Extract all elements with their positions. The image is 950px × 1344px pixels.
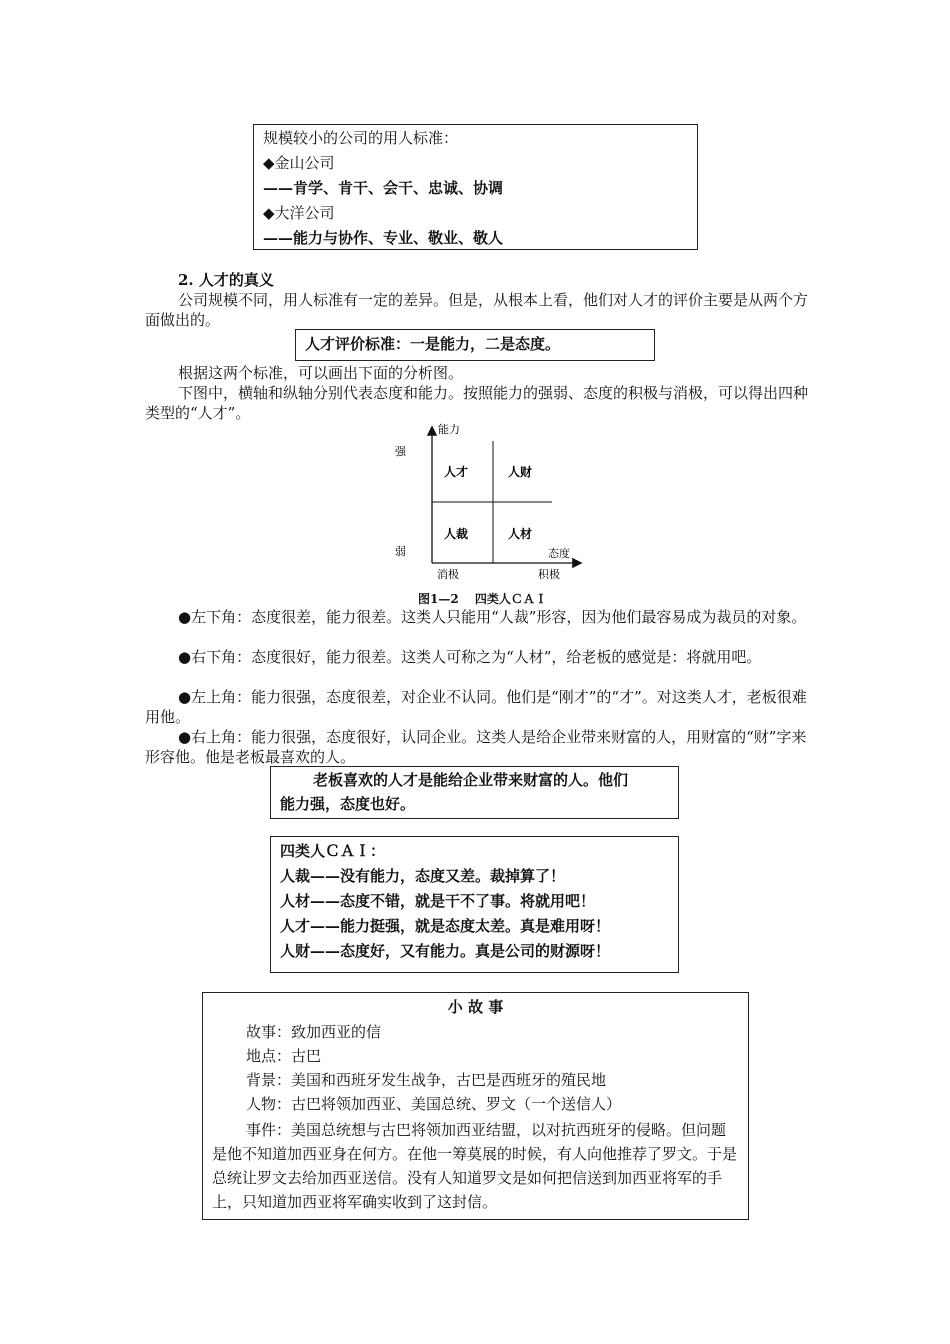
story-title: 小 故 事 — [447, 998, 504, 1016]
bullet-bottom-right: ●右下角：态度很好，能力很差。这类人可称之为“人材”，给老板的感觉是：将就用吧。 — [178, 648, 762, 666]
paragraph-axes: 下图中，横轴和纵轴分别代表态度和能力。按照能力的强弱、态度的积极与消极，可以得出四种类型的“人才”。 — [145, 384, 809, 422]
boss-line-1: 老板喜欢的人才是能给企业带来财富的人。他们 — [313, 771, 629, 789]
story-characters: 人物：古巴将领加西亚、美国总统、罗文（一个送信人） — [246, 1095, 622, 1113]
section-heading: 2. 人才的真义 — [178, 271, 274, 289]
paragraph-analysis: 根据这两个标准，可以画出下面的分析图。 — [178, 364, 464, 382]
dayang-criteria: ——能力与协作、专业、敬业、敬人 — [263, 229, 504, 247]
y-high-label: 强 — [395, 445, 406, 458]
bullet-bottom-left: ●左下角：态度很差，能力很差。这类人只能用“人裁”形容，因为他们最容易成为裁员的对象。 — [178, 608, 807, 626]
company-jinshan: ◆金山公司 — [263, 154, 335, 172]
four-types-figure — [380, 418, 600, 588]
bullet-top-left: ●左上角：能力很强，态度很差，对企业不认同。他们是“刚才”的“才”。对这类人才，老板很难用他。 — [145, 688, 807, 726]
cai-line-4: 人财——态度好，又有能力。真是公司的财源呀！ — [280, 942, 611, 960]
story-event: 事件：美国总统想与古巴将领加西亚结盟，以对抗西班牙的侵略。但问题是他不知道加西亚身在何方。在他一筹莫展的时候，有人向他推荐了罗文。于是总统让罗文去给加西亚送信。没有人知道罗文是如何把信送到加西亚将军的手上，只知道加西亚将军确实收到了这封信。 — [212, 1121, 738, 1211]
figure-caption: 图1—2 四类人ＣＡＩ — [418, 592, 547, 606]
quadrant-bottom-right: 人材 — [508, 527, 533, 541]
quadrant-top-right: 人财 — [508, 465, 533, 479]
bullet-top-right: ●右上角：能力很强，态度很好，认同企业。这类人是给企业带来财富的人，用财富的“财”字来形容他。他是老板最喜欢的人。 — [145, 728, 807, 766]
x-low-label: 消极 — [437, 568, 459, 581]
boss-preference-box — [270, 766, 679, 819]
quadrant-top-left: 人才 — [444, 465, 469, 479]
story-place: 地点：古巴 — [246, 1047, 322, 1065]
paragraph-intro: 公司规模不同，用人标准有一定的差异。但是，从根本上看，他们对人才的评价主要是从两个方面做出的。 — [145, 291, 809, 329]
x-high-label: 积极 — [538, 568, 560, 581]
y-axis-label: 能力 — [438, 423, 460, 436]
criteria-text: 人才评价标准：一是能力，二是态度。 — [305, 335, 561, 353]
story-name: 故事：致加西亚的信 — [246, 1023, 382, 1041]
story-box — [202, 992, 749, 1220]
cai-line-3: 人才——能力挺强，就是态度太差。真是难用呀！ — [280, 917, 611, 935]
criteria-box — [295, 329, 655, 361]
x-axis-label: 态度 — [548, 547, 570, 560]
jinshan-criteria: ——肯学、肯干、会干、忠诚、协调 — [263, 179, 504, 197]
company-dayang: ◆大洋公司 — [263, 204, 335, 222]
small-company-standards-box — [253, 124, 698, 250]
cai-title: 四类人ＣＡＩ： — [280, 842, 386, 860]
story-background: 背景：美国和西班牙发生战争，古巴是西班牙的殖民地 — [246, 1071, 607, 1089]
boss-line-2: 能力强，态度也好。 — [280, 795, 416, 813]
box-title: 规模较小的公司的用人标准： — [263, 129, 459, 147]
y-low-label: 弱 — [395, 545, 406, 558]
four-types-cai-box — [270, 836, 679, 973]
cai-line-2: 人材——态度不错，就是干不了事。将就用吧！ — [280, 892, 596, 910]
quadrant-bottom-left: 人裁 — [444, 527, 469, 541]
cai-line-1: 人裁——没有能力，态度又差。裁掉算了！ — [280, 867, 566, 885]
